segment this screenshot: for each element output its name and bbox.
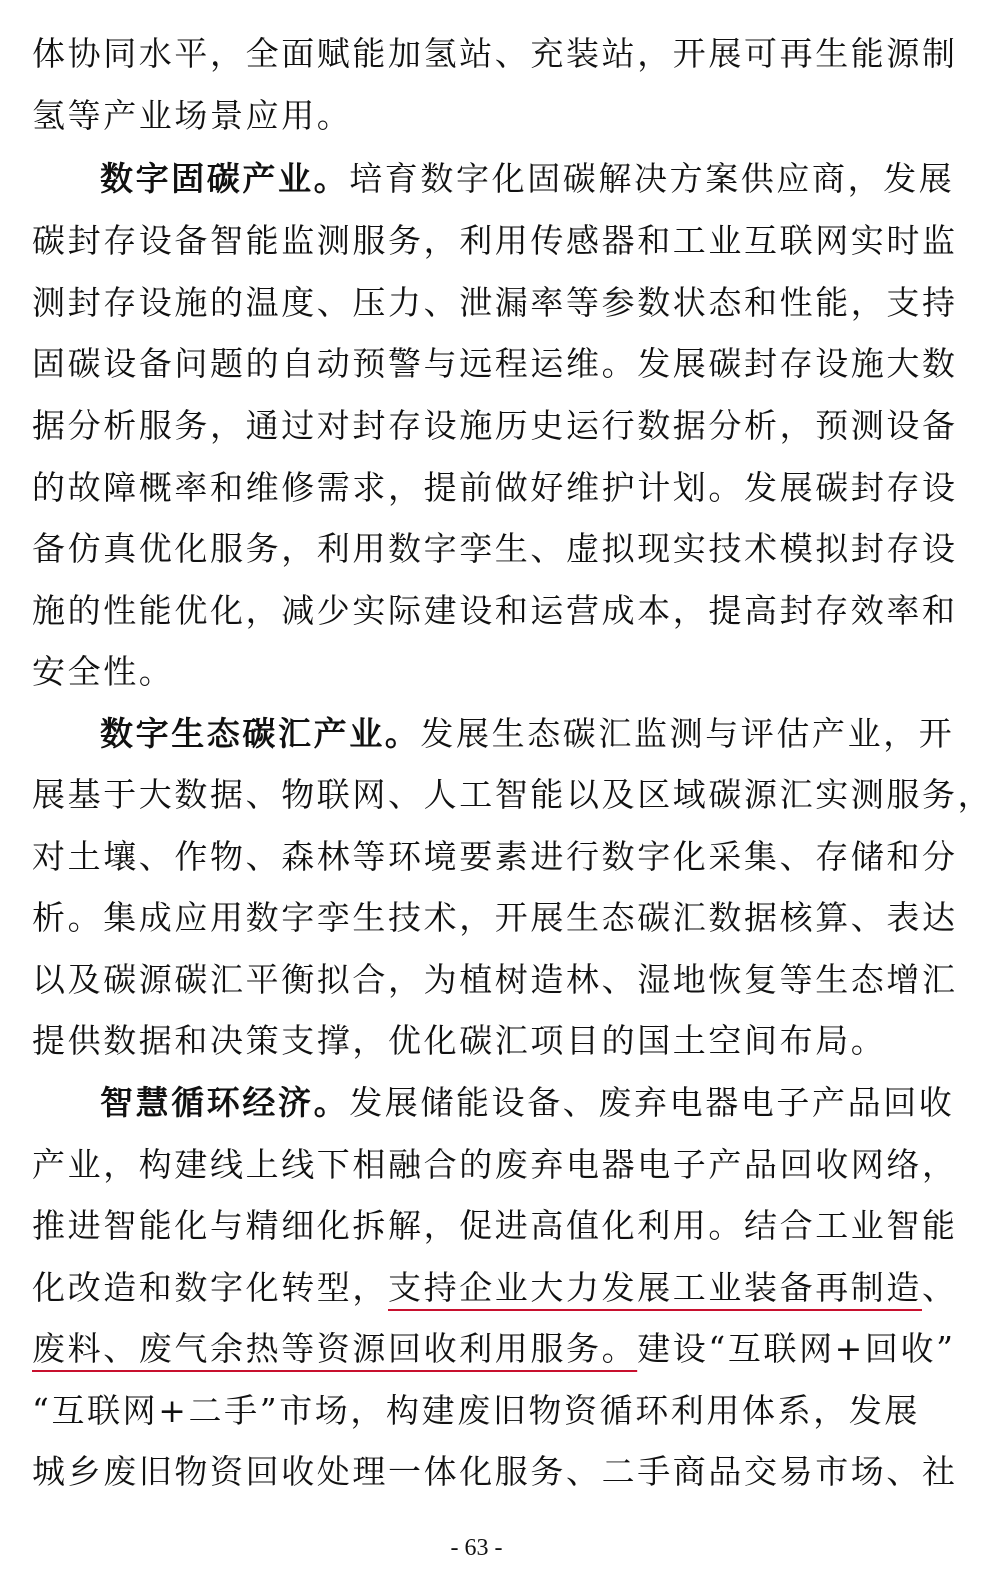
text-span: 培育数字化固碳解决方案供应商，发展	[349, 159, 955, 198]
text-line: 城乡废旧物资回收处理一体化服务、二手商品交易市场、社	[32, 1452, 958, 1491]
text-line: 以及碳源碳汇平衡拟合，为植树造林、湿地恢复等生态增汇	[32, 960, 958, 999]
paragraph-first-line	[100, 703, 955, 765]
paragraph-heading: 智慧循环经济。	[100, 1083, 350, 1122]
text-span: 建设“互联网+回收”	[637, 1329, 956, 1368]
text-line-with-underline	[32, 1318, 956, 1380]
text-line: 推进智能化与精细化拆解，促进高值化利用。结合工业智能	[32, 1206, 958, 1245]
text-line: 施的性能优化，减少实际建设和运营成本，提高封存效率和	[32, 591, 958, 630]
underlined-text: 支持企业大力发展工业装备再制造	[388, 1268, 922, 1307]
text-span: 发展储能设备、废弃电器电子产品回收	[349, 1083, 955, 1122]
text-line-with-underline	[32, 1257, 958, 1319]
paragraph-first-line	[100, 1072, 955, 1134]
text-line: 碳封存设备智能监测服务，利用传感器和工业互联网实时监	[32, 221, 958, 260]
paragraph-heading: 数字生态碳汇产业。	[100, 714, 421, 753]
text-span: 、	[922, 1268, 958, 1307]
text-span: 化改造和数字化转型，	[32, 1268, 388, 1307]
text-line: 体协同水平，全面赋能加氢站、充装站，开展可再生能源制	[32, 34, 958, 73]
text-line: 备仿真优化服务，利用数字孪生、虚拟现实技术模拟封存设	[32, 529, 958, 568]
text-span: 发展生态碳汇监测与评估产业，开	[420, 714, 955, 753]
paragraph-first-line	[100, 148, 955, 210]
paragraph-heading: 数字固碳产业。	[100, 159, 350, 198]
text-line: “互联网+二手”市场，构建废旧物资循环利用体系，发展	[32, 1391, 920, 1430]
text-line: 展基于大数据、物联网、人工智能以及区域碳源汇实测服务，	[32, 775, 993, 814]
text-line: 安全性。	[32, 652, 175, 691]
text-line: 提供数据和决策支撑，优化碳汇项目的国土空间布局。	[32, 1021, 887, 1060]
text-line: 的故障概率和维修需求，提前做好维护计划。发展碳封存设	[32, 468, 958, 507]
text-line: 产业，构建线上线下相融合的废弃电器电子产品回收网络，	[32, 1145, 958, 1184]
text-line: 固碳设备问题的自动预警与远程运维。发展碳封存设施大数	[32, 344, 958, 383]
text-line: 据分析服务，通过对封存设施历史运行数据分析，预测设备	[32, 406, 958, 445]
text-line: 对土壤、作物、森林等环境要素进行数字化采集、存储和分	[32, 837, 958, 876]
text-line: 析。集成应用数字孪生技术，开展生态碳汇数据核算、表达	[32, 898, 958, 937]
text-line: 测封存设施的温度、压力、泄漏率等参数状态和性能，支持	[32, 283, 958, 322]
text-line: 氢等产业场景应用。	[32, 96, 353, 135]
underlined-text: 废料、废气余热等资源回收利用服务。	[32, 1329, 638, 1368]
page-number: - 63 -	[450, 1535, 503, 1561]
